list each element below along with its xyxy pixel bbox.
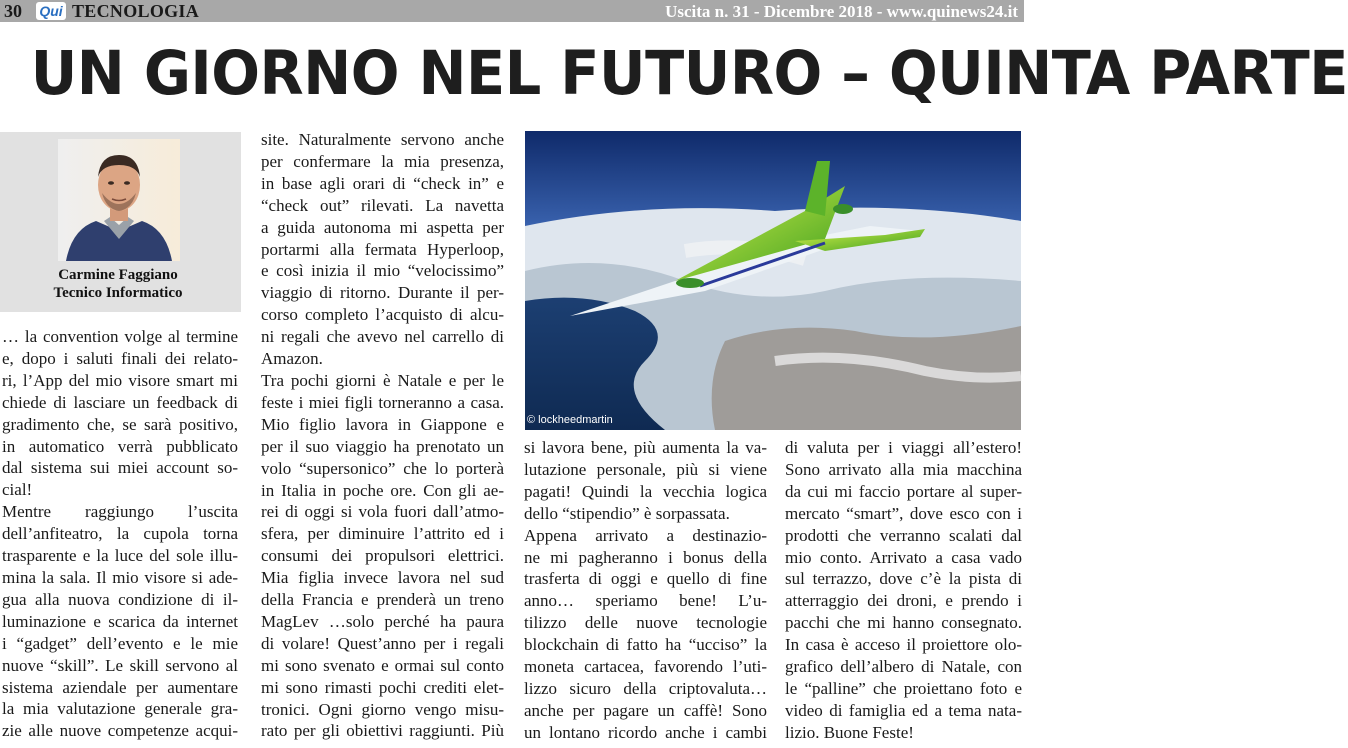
text-line: anche per pagare un caffè! Sono: [524, 700, 767, 720]
text-line: Mio figlio lavora in Giappone e: [261, 414, 504, 434]
text-line: dell’anfiteatro, la cupola torna: [2, 524, 238, 544]
text-line: prodotti che verranno scalati dal: [785, 525, 1022, 545]
text-line: “check out” rilevati. La navetta: [261, 195, 504, 215]
text-line: mio conto. Arrivato a casa vado: [785, 547, 1022, 567]
text-line: rei di oggi si vola fuori dall’atmo-: [261, 502, 504, 522]
author-role: Tecnico Informatico: [53, 285, 183, 301]
text-line: gradimento che, se sarà positivo,: [2, 414, 238, 434]
text-line: ne mi pagheranno i bonus della: [524, 547, 767, 567]
text-line: moneta cartacea, favorendo l’uti-: [524, 657, 767, 677]
text-line: sfera, per diminuire l’attrito ed i: [261, 524, 504, 544]
text-line: video di famiglia ed a tema nata-: [785, 700, 1022, 720]
text-line: nuove “skill”. Le skill servono al: [2, 655, 238, 675]
text-line: Amazon.: [261, 349, 323, 369]
text-line: mi sono rimasti pochi crediti elet-: [261, 677, 504, 697]
text-line: sistema aziendale per aumentare: [2, 677, 238, 697]
text-line: dello “stipendio” è sorpassata.: [524, 503, 730, 523]
text-line: della Francia e prenderà un treno: [261, 590, 504, 610]
text-line: rato per gli obiettivi raggiunti. Più: [261, 721, 504, 741]
text-line: trasferta di oggi e quello di fine: [524, 569, 767, 589]
text-line: trasparente e la luce del sole illu-: [2, 546, 238, 566]
text-line: per confermare la mia presenza,: [261, 151, 504, 171]
text-line: Appena arrivato a destinazio-: [524, 525, 767, 545]
text-line: atterraggio dei droni, e prendo i: [785, 591, 1022, 611]
text-line: lizzo sicuro della criptovaluta…: [524, 678, 767, 698]
text-line: i “gadget” dell’evento e le mie: [2, 633, 238, 653]
text-line: in automatico verrà pubblicato: [2, 436, 238, 456]
text-line: consumi dei propulsori elettrici.: [261, 546, 504, 566]
text-line: gua alla nuova condizione di il-: [2, 589, 238, 609]
author-avatar: [58, 139, 180, 261]
page-number: 30: [4, 1, 22, 21]
text-line: dal sistema sui miei account so-: [2, 458, 238, 478]
text-line: un lontano ricordo anche i cambi: [524, 722, 767, 742]
text-line: viaggio di ritorno. Durante il per-: [261, 283, 504, 303]
text-line: Mentre raggiungo l’uscita: [2, 502, 238, 522]
text-line: in base agli orari di “check in” e: [261, 173, 504, 193]
text-line: cial!: [2, 480, 33, 500]
text-line: la mia valutazione generale gra-: [2, 699, 238, 719]
text-column-1: [2, 326, 238, 742]
text-line: mina la sala. Il mio visore si ade-: [2, 567, 238, 587]
text-line: In casa è acceso il proiettore olo-: [785, 635, 1022, 655]
text-line: blockchain di fatto ha “ucciso” la: [524, 635, 767, 655]
author-name: Carmine Faggiano: [58, 267, 178, 283]
text-line: ni regali che avevo nel carrello di: [261, 327, 504, 347]
text-line: lutazione personale, più si viene: [524, 459, 767, 479]
text-line: in Italia in poche ore. Con gli ae-: [261, 480, 504, 500]
author-portrait-icon: [58, 139, 180, 261]
text-line: volo “supersonico” che lo porterà: [261, 458, 504, 478]
text-line: tilizzo delle nuove tecnologie: [524, 613, 767, 633]
text-column-3: [524, 437, 767, 744]
text-line: zie alle nuove competenze acqui-: [2, 721, 238, 741]
issue-info: Uscita n. 31 - Dicembre 2018 - www.quinews24.it: [665, 2, 1018, 21]
section-label: TECNOLOGIA: [72, 1, 200, 21]
text-line: anno… speriamo bene! L’u-: [524, 591, 767, 611]
text-line: lizio. Buone Feste!: [785, 722, 914, 742]
article-title: UN GIORNO NEL FUTURO – QUINTA PARTE: [30, 38, 1348, 109]
text-line: ri, l’App del mio visore smart mi: [2, 370, 238, 390]
text-line: corso completo l’acquisto di alcu-: [261, 305, 504, 325]
text-line: di valuta per i viaggi all’estero!: [785, 438, 1022, 457]
qui-logo-icon: [36, 1, 66, 21]
text-line: site. Naturalmente servono anche: [261, 130, 504, 149]
text-line: chiede di lasciare un feedback di: [2, 392, 238, 412]
header-bar: [0, 0, 1024, 22]
text-line: tronici. Ogni giorno vengo misu-: [261, 699, 504, 719]
text-line: sul terrazzo, dove c’è la pista di: [785, 569, 1022, 589]
text-line: di volare! Quest’anno per i regali: [261, 633, 504, 653]
supersonic-jet-icon: [525, 131, 1021, 430]
text-line: portarmi alla fermata Hyperloop,: [261, 239, 504, 259]
text-line: e, dopo i saluti finali dei relato-: [2, 348, 238, 368]
text-line: pagati! Quindi la vecchia logica: [524, 481, 767, 501]
text-column-2: [261, 129, 504, 742]
text-line: e così inizia il mio “velocissimo”: [261, 261, 504, 281]
photo-credit: © lockheedmartin: [527, 414, 613, 426]
text-line: le “palline” che proiettano foto e: [785, 678, 1022, 698]
text-line: MagLev …solo perché ha paura: [261, 611, 504, 631]
logo-text: Qui: [39, 3, 63, 19]
text-line: mi sono svenato e ormai sul conto: [261, 655, 504, 675]
text-line: da cui mi faccio portare al super-: [785, 481, 1022, 501]
text-line: mercato “smart”, dove esco con i: [785, 503, 1022, 523]
text-line: si lavora bene, più aumenta la va-: [524, 438, 767, 457]
text-line: luminazione e scarica da internet: [2, 611, 238, 631]
text-line: feste i miei figli torneranno a casa.: [261, 392, 504, 412]
text-line: Tra pochi giorni è Natale e per le: [261, 370, 504, 390]
text-line: a guida autonoma mi aspetta per: [261, 217, 504, 237]
article-photo: [525, 131, 1021, 430]
text-line: per il suo viaggio ha prenotato un: [261, 436, 504, 456]
text-line: … la convention volge al termine: [2, 327, 238, 346]
text-line: grafico dell’albero di Natale, con: [785, 657, 1022, 677]
text-column-4: [785, 437, 1022, 744]
text-line: Sono arrivato alla mia macchina: [785, 459, 1022, 479]
text-line: Mia figlia invece lavora nel sud: [261, 568, 504, 588]
text-line: pacchi che mi hanno consegnato.: [785, 613, 1022, 633]
